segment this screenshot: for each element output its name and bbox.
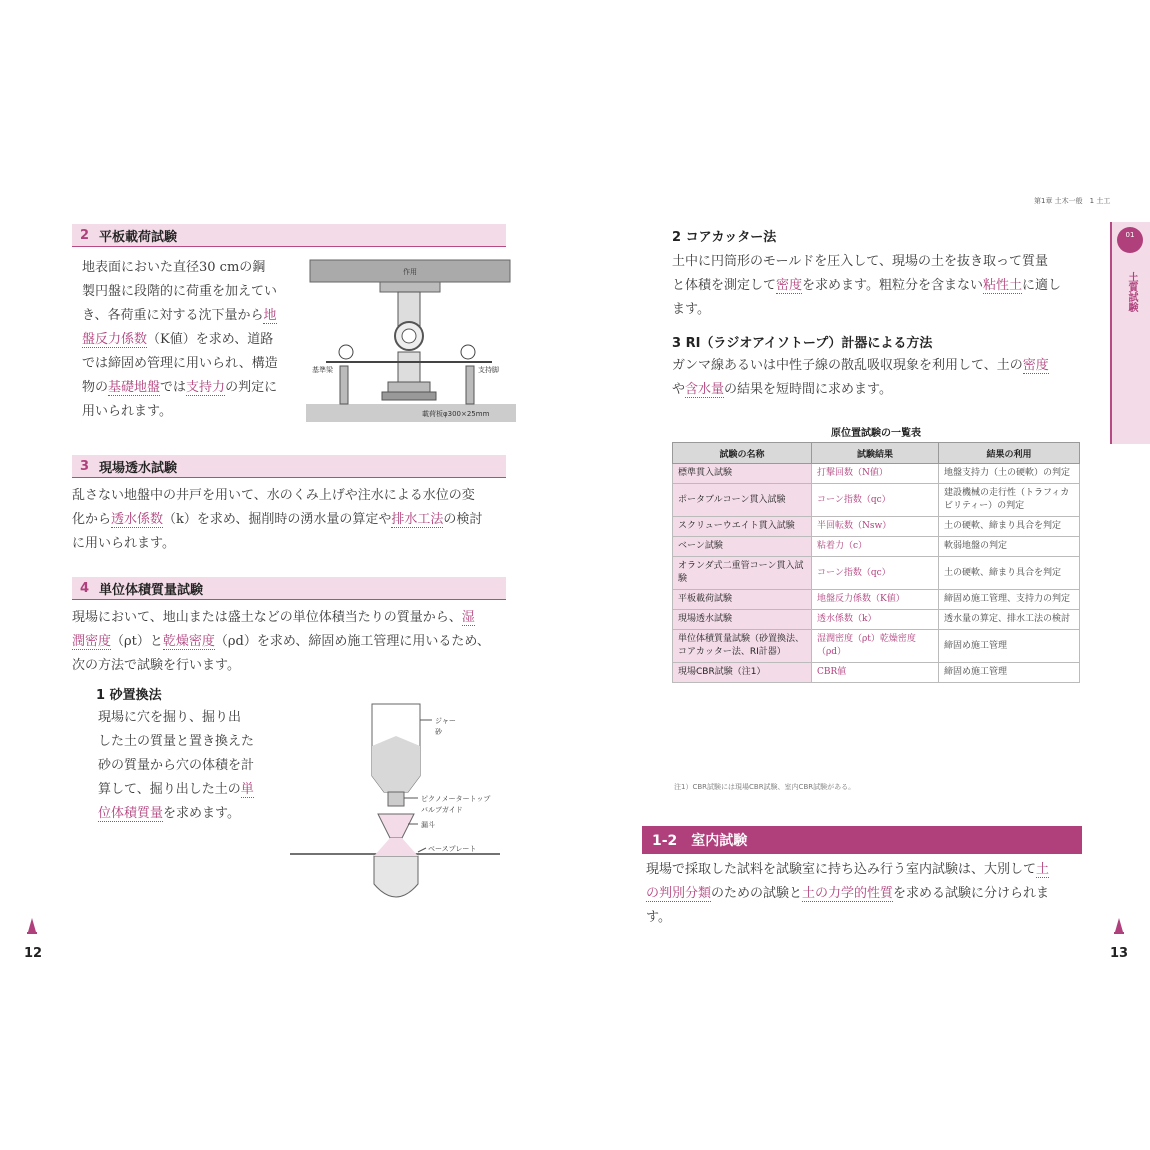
table-cell: ポータブルコーン貫入試験: [673, 484, 812, 517]
text-run: （: [147, 332, 161, 347]
sand-stream: [374, 838, 418, 856]
key-term: 排水工法: [391, 512, 444, 527]
support-right: [466, 366, 474, 404]
text-line: [72, 630, 512, 654]
table-row: [673, 630, 1080, 663]
text-line: [672, 274, 1092, 298]
table-cell: コーン指数（qc）: [812, 557, 939, 590]
table-cell: 締固め施工管理: [939, 663, 1080, 683]
section-title: 単位体積質量試験: [99, 582, 204, 598]
table-title: 原位置試験の一覧表: [831, 428, 921, 439]
section-number: 2: [80, 227, 90, 243]
table-cell: 締固め施工管理: [939, 630, 1080, 663]
column-header: 試験の名称: [673, 443, 812, 464]
permeability-paragraph: [72, 484, 512, 556]
key-term: 位体積質量: [98, 806, 164, 821]
core-cutter-paragraph: [672, 250, 1092, 322]
column: [398, 352, 420, 382]
text-run: を求めます。: [163, 806, 240, 821]
chapter-badge: 01: [1117, 227, 1143, 253]
text-run: 値）を求め、道路: [169, 332, 274, 347]
key-term: 盤反力係数: [82, 332, 148, 347]
text-line: [98, 802, 278, 826]
table-cell: スクリューウエイト貫入試験: [673, 517, 812, 537]
text-line: [646, 882, 1086, 906]
key-term: 密度: [1022, 358, 1049, 373]
support-label: 支持脚: [478, 366, 499, 374]
page-number: 12: [24, 946, 43, 961]
text-line: [672, 250, 1092, 274]
text-line: [98, 754, 278, 778]
key-term: 基礎地盤: [108, 380, 161, 395]
sand-label: 砂: [435, 728, 442, 736]
table-row: [673, 484, 1080, 517]
text-run: 化から: [72, 512, 112, 527]
text-line: [72, 508, 512, 532]
text-run: （ρd）を求め、締固め施工管理に用いるため、: [214, 634, 490, 649]
section-bar-lab-tests: [642, 826, 1082, 854]
table-cell: 湿潤密度（ρt）乾燥密度（ρd）: [812, 630, 939, 663]
text-run: K: [160, 332, 170, 347]
key-term: 土: [1036, 862, 1050, 877]
jack-top: [380, 282, 440, 292]
key-term: の判別分類: [646, 886, 712, 901]
lab-tests-paragraph: [646, 858, 1086, 930]
unit-weight-paragraph: [72, 606, 512, 678]
text-run: や: [672, 382, 686, 397]
key-term: 密度: [776, 278, 803, 293]
in-situ-tests-table: [672, 442, 1080, 683]
text-run: に用いられます。: [72, 536, 175, 551]
sand-replacement-heading: 1 砂置換法: [96, 688, 162, 703]
table-note: 注1）CBR試験には現場CBR試験、室内CBR試験がある。: [674, 783, 856, 791]
text-run: に適し: [1022, 278, 1062, 293]
key-term: 粘性土: [983, 278, 1023, 293]
text-run: と体積を測定して: [672, 278, 777, 293]
text-line: [672, 354, 1092, 378]
text-run: した土の質量と置き換えた: [98, 734, 255, 749]
table-cell: 締固め施工管理、支持力の判定: [939, 590, 1080, 610]
text-run: ガンマ線あるいは中性子線の散乱吸収現象を利用して、土の: [672, 358, 1023, 373]
dial-gauge-right: [461, 345, 475, 359]
text-line: [82, 280, 294, 304]
test-hole: [374, 856, 418, 897]
dial-gauge-left: [339, 345, 353, 359]
table-cell: 現場透水試験: [673, 610, 812, 630]
table-cell: 土の硬軟、締まり具合を判定: [939, 557, 1080, 590]
ri-gauge-paragraph: [672, 354, 1092, 402]
column-header: 結果の利用: [939, 443, 1080, 464]
text-run: の結果を短時間に求めます。: [724, 382, 892, 397]
text-line: [82, 376, 294, 400]
text-run: 砂の質量から穴の体積を計: [98, 758, 255, 773]
table-cell: 平板載荷試験: [673, 590, 812, 610]
text-run: ます。: [672, 302, 710, 317]
table-row: [673, 590, 1080, 610]
table-cell: 地盤支持力（土の硬軟）の判定: [939, 464, 1080, 484]
text-line: [98, 730, 278, 754]
table-cell: コーン指数（qc）: [812, 484, 939, 517]
left-page: [0, 0, 560, 1150]
funnel: [378, 814, 414, 838]
text-run: 用いられます。: [82, 404, 172, 419]
section-number: 3: [80, 458, 90, 474]
text-line: [646, 858, 1086, 882]
text-line: [82, 304, 294, 328]
jar-label: ジャー: [435, 717, 456, 725]
table-row: [673, 464, 1080, 484]
text-run: 乱さない地盤中の井戸を用いて、水のくみ上げや注水による水位の変: [72, 488, 475, 503]
section-bar-title: 1-2 室内試験: [652, 833, 748, 849]
text-run: 土中に円筒形のモールドを圧入して、現場の土を抜き取って質量: [672, 254, 1048, 269]
table-row: [673, 537, 1080, 557]
valve-label: ピクノメータートップ: [421, 795, 491, 803]
text-line: [82, 352, 294, 376]
base: [388, 382, 430, 392]
text-line: [646, 906, 1086, 930]
text-run: の検討: [443, 512, 483, 527]
valve: [388, 792, 404, 806]
standard-beam-label: 基準梁: [312, 366, 333, 374]
text-line: [72, 484, 512, 508]
table-cell: 土の硬軟、締まり具合を判定: [939, 517, 1080, 537]
table-cell: 粘着力（c）: [812, 537, 939, 557]
text-run: のための試験と: [711, 886, 803, 901]
chapter-side-tab: [1110, 222, 1150, 444]
section-heading-unit-weight: [72, 577, 506, 600]
text-run: では締固め管理に用いられ、構造: [82, 356, 278, 371]
page-number: 13: [1110, 946, 1129, 961]
key-term: 支持力: [186, 380, 226, 395]
load-gauge-face: [402, 329, 416, 343]
valve-guide-label: バルブガイド: [421, 806, 463, 814]
core-cutter-heading: 2 コアカッター法: [672, 230, 777, 245]
text-line: [98, 778, 278, 802]
table-cell: 半回転数（Nsw）: [812, 517, 939, 537]
table-cell: ベーン試験: [673, 537, 812, 557]
table-cell: 建設機械の走行性（トラフィカビリティー）の判定: [939, 484, 1080, 517]
ri-gauge-heading: 3 RI（ラジオアイソトープ）計器による方法: [672, 336, 933, 351]
text-line: [72, 532, 512, 556]
section-number: 4: [80, 580, 90, 596]
text-run: 製円盤に段階的に荷重を加えてい: [82, 284, 278, 299]
table-cell: 透水量の算定、排水工法の検討: [939, 610, 1080, 630]
cone-icon: [1114, 918, 1124, 934]
key-term: 含水量: [685, 382, 725, 397]
text-run: では: [160, 380, 187, 395]
text-line: [82, 256, 294, 280]
section-title: 現場透水試験: [99, 460, 178, 476]
table-cell: 打撃回数（N値）: [812, 464, 939, 484]
text-run: （k）を求め、掘削時の湧水量の算定や: [163, 512, 392, 527]
running-head: 第1章 土木一般 1 土工: [1034, 197, 1111, 205]
loading-plate: [382, 392, 436, 400]
text-run: 次の方法で試験を行います。: [72, 658, 240, 673]
text-run: を求めます。粗粒分を含まない: [802, 278, 983, 293]
text-line: [672, 298, 1092, 322]
table-cell: 単位体積質量試験（砂置換法、コアカッター法、RI計器）: [673, 630, 812, 663]
column-header: 試験結果: [812, 443, 939, 464]
text-run: 現場において、地山または盛土などの単位体積当たりの質量から、: [72, 610, 462, 625]
sand-fill: [372, 736, 420, 792]
key-term: 乾燥密度: [162, 634, 215, 649]
text-run: 地表面においた直径30 cmの鋼: [82, 260, 266, 275]
table-cell: 透水係数（k）: [812, 610, 939, 630]
table-cell: 現場CBR試験（注1）: [673, 663, 812, 683]
leader: [418, 848, 426, 852]
key-term: 地: [263, 308, 277, 323]
text-run: の判定に: [225, 380, 278, 395]
text-line: [672, 378, 1092, 402]
table-row: [673, 663, 1080, 683]
text-run: き、各荷重に対する沈下量から: [82, 308, 264, 323]
text-run: を求める試験に分けられま: [893, 886, 1050, 901]
support-left: [340, 366, 348, 404]
key-term: 土の力学的性質: [802, 886, 894, 901]
beam-label: 作用: [403, 268, 417, 276]
text-run: 現場に穴を掘り、掘り出: [98, 710, 242, 725]
text-run: 算して、掘り出した土の: [98, 782, 241, 797]
table-cell: 軟弱地盤の判定: [939, 537, 1080, 557]
text-line: [98, 706, 278, 730]
plate-load-figure: [306, 256, 516, 424]
plate-load-paragraph: [82, 256, 294, 424]
sand-replacement-paragraph: [98, 706, 278, 826]
cone-icon: [27, 918, 37, 934]
table-row: [673, 610, 1080, 630]
text-run: す。: [646, 910, 671, 925]
key-term: 湿: [461, 610, 475, 625]
table-cell: 標準貫入試験: [673, 464, 812, 484]
text-run: （ρt）と: [111, 634, 163, 649]
table-row: [673, 517, 1080, 537]
section-heading-permeability: [72, 455, 506, 478]
table-row: [673, 557, 1080, 590]
table-cell: CBR値: [812, 663, 939, 683]
table-cell: オランダ式二重管コーン貫入試験: [673, 557, 812, 590]
text-run: 現場で採取した試料を試験室に持ち込み行う室内試験は、大別して: [646, 862, 1037, 877]
text-run: 物の: [82, 380, 109, 395]
table-cell: 地盤反力係数（K値）: [812, 590, 939, 610]
text-line: [72, 606, 512, 630]
key-term: 透水係数: [111, 512, 164, 527]
key-term: 潤密度: [72, 634, 112, 649]
text-line: [82, 328, 294, 352]
text-line: [82, 400, 294, 424]
sand-cone-figure: [290, 696, 510, 906]
base-plate-label: ベースプレート: [428, 845, 477, 853]
table-header-row: [673, 443, 1080, 464]
key-term: 単: [240, 782, 254, 797]
section-title: 平板載荷試験: [99, 229, 178, 245]
plate-label: 載荷板φ300×25mm: [422, 410, 490, 418]
text-line: [72, 654, 512, 678]
side-tab-label: 土質試験: [1126, 272, 1137, 312]
section-heading-plate-load: [72, 224, 506, 247]
funnel-label: 漏斗: [421, 821, 435, 829]
